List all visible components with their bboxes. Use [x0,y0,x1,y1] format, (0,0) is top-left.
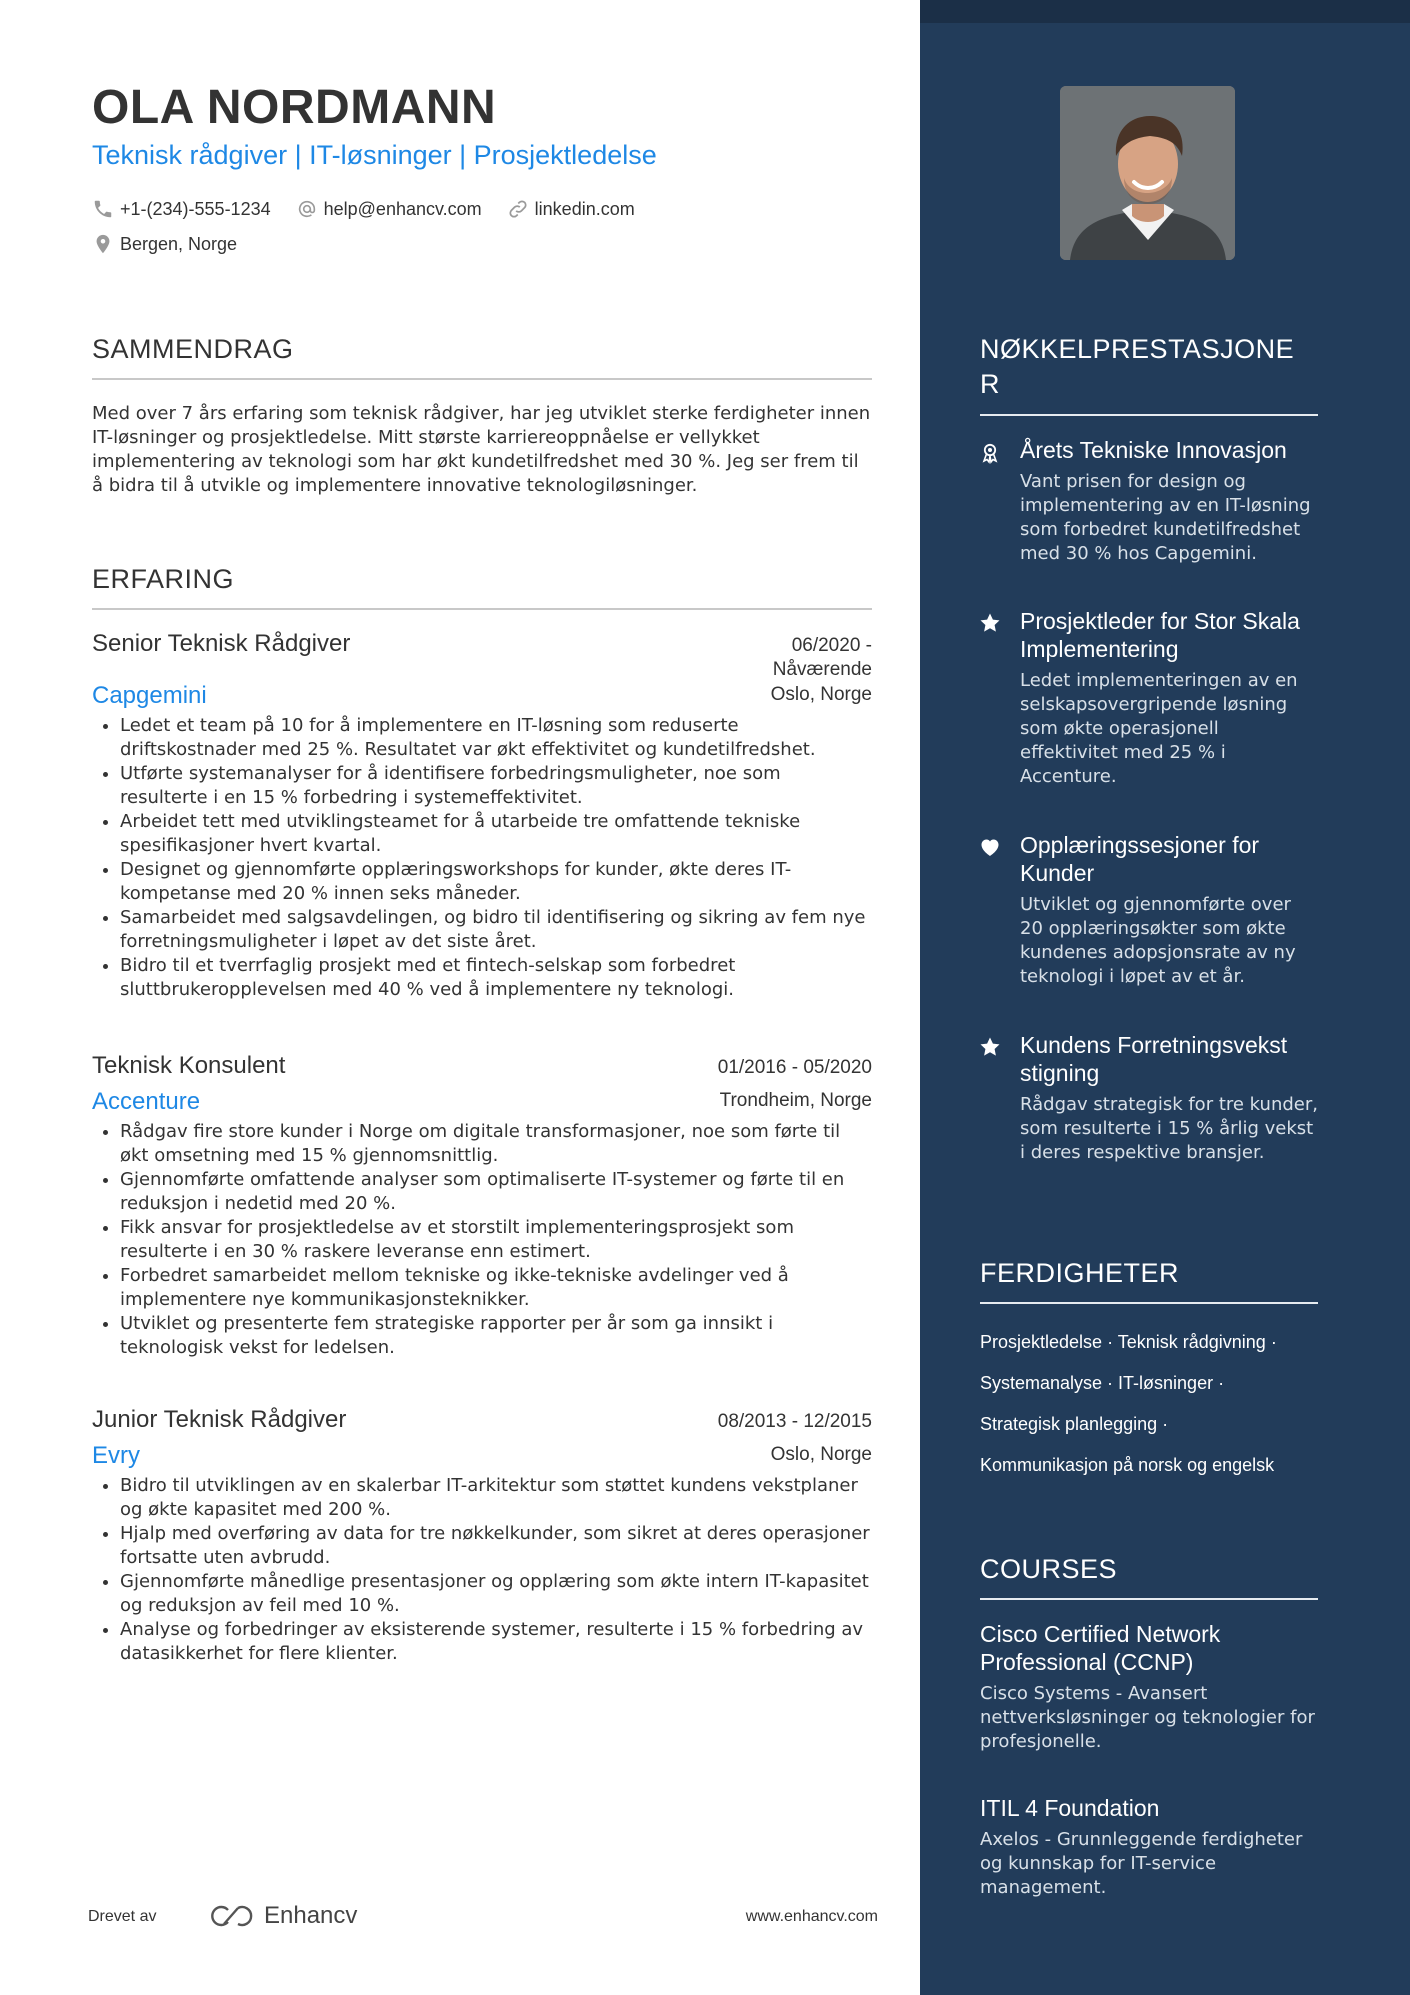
summary-text: Med over 7 års erfaring som teknisk rådgiver, har jeg utviklet sterke ferdigheter innen IT-løsninger og prosjektledelse. Mitt største karriereoppnåelse er vellykket implementering av teknologi som har økt kundetilfredshet med 30 %. Jeg ser frem til å bidra til å utvikle og implementere innovative teknologiløsninger. [92,403,871,496]
phone-icon [92,198,114,220]
job-company: Accenture [92,1088,201,1115]
skills-line: Kommunikasjon på norsk og engelsk [980,1455,1275,1475]
achievement-item [978,1031,1318,1165]
profile-portrait-icon [1060,86,1235,260]
achievement-description: Utviklet og gjennomførte over 20 opplæringsøkter som økte kundenes adopsjonsrate av ny teknologi i løpet av et år. [1020,894,1296,987]
brand-name: Enhancv [264,1902,358,1929]
job-location: Oslo, Norge [770,684,872,705]
skills-line: Systemanalyse · IT-løsninger · [980,1373,1225,1393]
job-bullet: • Arbeidet tett med utviklingsteamet for å utarbeide tre omfattende tekniske spesifikasjoner hvert kvartal. [120,810,872,858]
summary-heading: SAMMENDRAG [92,334,294,364]
skills-list [980,1322,1340,1486]
linkedin-text: linkedin.com [534,198,635,219]
email-text: help@enhancv.com [323,198,482,219]
job-date-end: Nåværende [772,659,872,680]
location-text: Bergen, Norge [120,233,238,254]
skills-divider [980,1302,1318,1304]
course-title: Cisco Certified Network Professional (CCNP) [980,1621,1221,1675]
award-icon [978,440,1002,464]
courses-divider [980,1598,1318,1600]
achievement-item [978,831,1318,989]
course-item [980,1620,1320,1754]
star-icon [978,1035,1002,1059]
experience-divider [92,608,872,610]
job-bullet: • Ledet et team på 10 for å implementere en IT-løsning som reduserte driftskostnader med 25 %. Resultatet var økt effektivitet og kundetilfredshet. [120,714,872,762]
course-description: Cisco Systems - Avansert nettverksløsninger og teknologier for profesjonelle. [980,1683,1315,1752]
job-bullet: • Utviklet og presenterte fem strategiske rapporter per år som ga innsikt i teknologisk vekst for ledelsen. [120,1312,872,1360]
achievement-title [1020,1031,1318,1087]
job-bullet: • Gjennomførte omfattende analyser som optimaliserte IT-systemer og førte til en reduksjon i nedetid med 20 %. [120,1168,872,1216]
skills-line: Strategisk planlegging · [980,1414,1169,1434]
skills-heading: FERDIGHETER [980,1258,1180,1288]
contact-phone[interactable] [92,196,271,222]
star-icon [978,611,1002,635]
achievement-title-line: stigning [1020,1060,1100,1086]
achievement-item [978,436,1318,566]
job-bullets [92,1474,872,1666]
contact-email[interactable] [296,196,482,222]
skills-line: Prosjektledelse · Teknisk rådgivning · [980,1332,1277,1352]
powered-by-label: Drevet av [88,1908,157,1925]
summary-divider [92,378,872,380]
profile-photo [1060,86,1235,260]
job-bullet: • Hjalp med overføring av data for tre nøkkelkunder, som sikret at deres operasjoner fortsatte uten avbrudd. [120,1522,872,1570]
sidebar-top-bar [920,0,1410,23]
job-title: Teknisk Konsulent [92,1052,286,1079]
link-icon [507,198,529,220]
job-entry [92,1406,872,1666]
job-bullet: • Bidro til et tverrfaglig prosjekt med et fintech-selskap som forbedret sluttbrukeropplevelsen med 40 % ved å implementere ny teknologi. [120,954,872,1002]
candidate-tagline: Teknisk rådgiver | IT-løsninger | Prosjektledelse [92,140,657,170]
achievement-description: Rådgav strategisk for tre kunder, som resulterte i 15 % årlig vekst i deres respektive bransjer. [1020,1094,1318,1163]
achievements-heading-line: NØKKELPRESTASJONE [980,334,1295,364]
job-bullet: • Rådgav fire store kunder i Norge om digitale transformasjoner, noe som førte til økt omsetning med 15 % gjennomsnittlig. [120,1120,872,1168]
job-bullet: • Analyse og forbedringer av eksisterende systemer, resulterte i 15 % forbedring av datasikkerhet for flere klienter. [120,1618,872,1666]
job-bullet: • Samarbeidet med salgsavdelingen, og bidro til identifisering og sikring av fem nye forretningsmuligheter i løpet av det siste året. [120,906,872,954]
contact-info [92,196,892,260]
enhancv-logo-icon [208,1902,258,1930]
job-location: Oslo, Norge [770,1444,872,1465]
achievement-description: Ledet implementeringen av en selskapsovergripende løsning som økte operasjonell effektivitet med 25 % i Accenture. [1020,670,1298,787]
job-bullet: • Fikk ansvar for prosjektledelse av et storstilt implementeringsprosjekt som resulterte i en 30 % raskere leveranse enn estimert. [120,1216,872,1264]
achievement-title: Årets Tekniske Innovasjon [1020,437,1287,463]
job-dates: 08/2013 - 12/2015 [717,1411,872,1432]
achievements-heading-line: R [980,369,1000,399]
footer-website-link[interactable]: www.enhancv.com [745,1908,878,1925]
job-dates [773,634,872,682]
location-pin-icon [92,233,114,255]
achievement-item [978,607,1318,789]
job-bullet: • Gjennomførte månedlige presentasjoner og opplæring som økte intern IT-kapasitet og reduksjon av feil med 10 %. [120,1570,872,1618]
job-bullet: • Bidro til utviklingen av en skalerbar IT-arkitektur som støttet kundens vekstplaner og økte kapasitet med 200 %. [120,1474,872,1522]
achievements-heading [980,332,1320,402]
job-title: Junior Teknisk Rådgiver [92,1406,347,1433]
job-bullets [92,1120,872,1360]
heart-icon [978,835,1002,859]
job-bullet: • Forbedret samarbeidet mellom tekniske og ikke-tekniske avdelinger ved å implementere nye kommunikasjonsteknikker. [120,1264,872,1312]
achievement-title: Opplæringssesjoner for Kunder [1020,832,1260,886]
achievement-title-line: Kundens Forretningsvekst [1020,1032,1288,1058]
brand-logo[interactable] [208,1902,357,1930]
job-entry [92,630,872,1002]
achievement-title: Prosjektleder for Stor Skala Implementering [1020,608,1300,662]
at-icon [296,198,318,220]
course-title: ITIL 4 Foundation [980,1795,1160,1821]
course-description: Axelos - Grunnleggende ferdigheter og kunnskap for IT-service management. [980,1829,1303,1898]
footer [88,1902,878,1932]
experience-heading: ERFARING [92,564,235,594]
job-date-start: 06/2020 - [791,635,872,656]
contact-linkedin[interactable] [507,196,635,222]
job-bullet: • Utførte systemanalyser for å identifisere forbedringsmuligheter, noe som resulterte i en 15 % forbedring i systemeffektivitet. [120,762,872,810]
course-item [980,1794,1320,1900]
achievement-description: Vant prisen for design og implementering av en IT-løsning som forbedret kundetilfredshet med 30 % hos Capgemini. [1020,471,1311,564]
job-company: Capgemini [92,682,207,709]
candidate-name: OLA NORDMANN [92,81,497,134]
job-bullets [92,714,872,1002]
job-entry [92,1052,872,1360]
job-location: Trondheim, Norge [719,1090,872,1111]
contact-location [92,231,237,257]
achievements-divider [980,414,1318,416]
job-company: Evry [92,1442,140,1469]
phone-text: +1-(234)-555-1234 [120,198,271,219]
job-dates: 01/2016 - 05/2020 [717,1057,872,1078]
job-bullet: • Designet og gjennomførte opplæringsworkshops for kunder, økte deres IT-kompetanse med 20 % innen seks måneder. [120,858,872,906]
job-title: Senior Teknisk Rådgiver [92,630,351,657]
courses-heading: COURSES [980,1554,1118,1584]
